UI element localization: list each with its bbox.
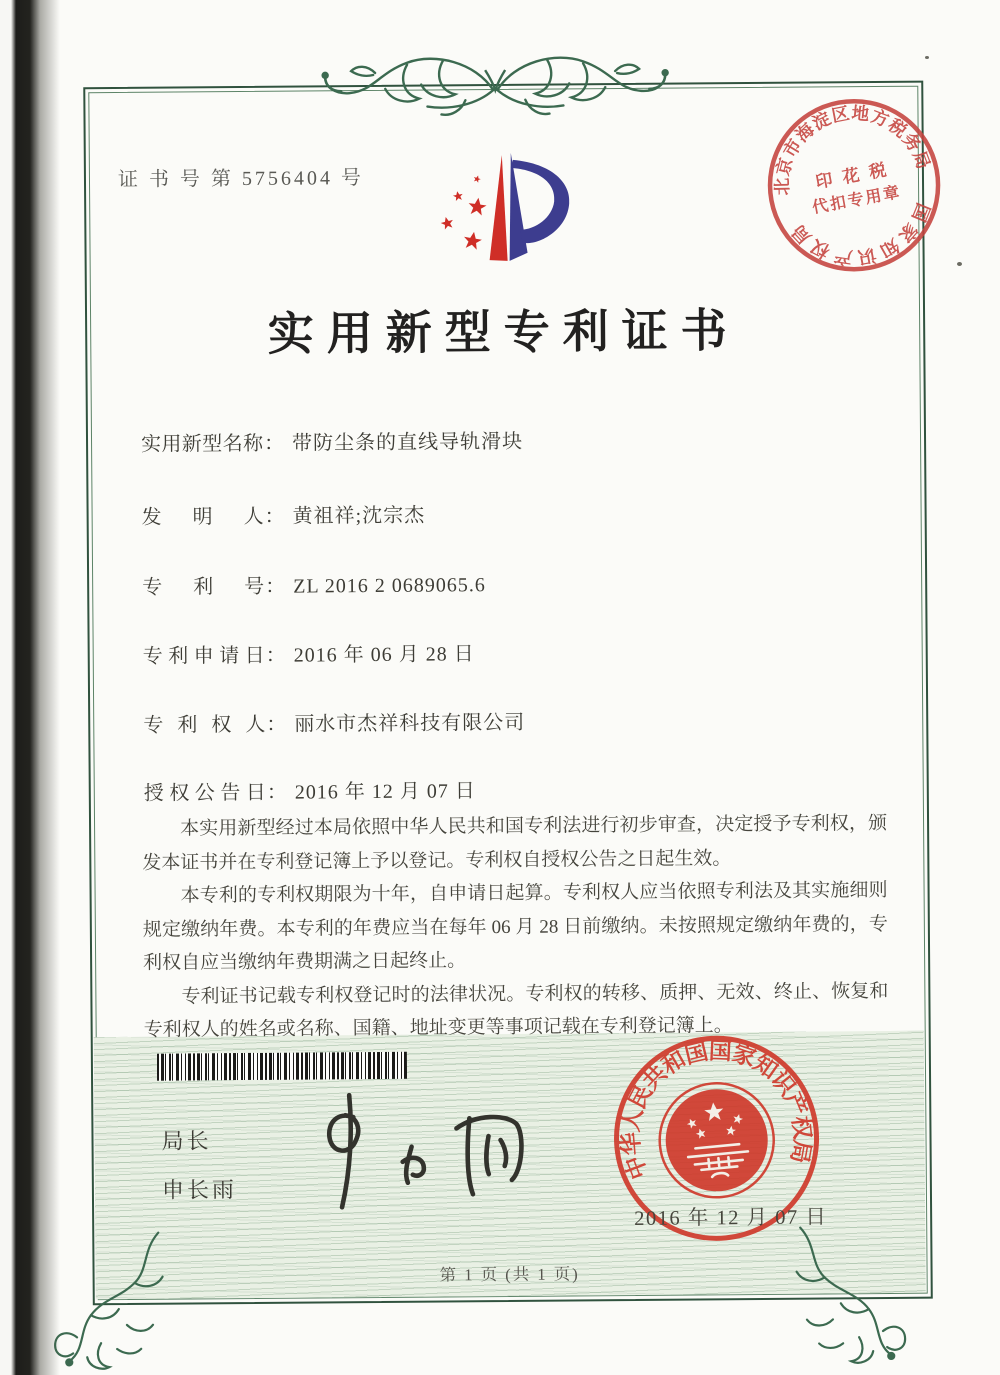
field-value: 2016 年 06 月 28 日 <box>293 643 475 667</box>
tax-stamp-center-line1: 印 花 税 <box>813 159 891 192</box>
field-label: 专利号 <box>142 575 265 599</box>
field-label: 发明人 <box>141 505 264 529</box>
top-border-ornament-icon <box>315 41 676 136</box>
field-label: 实用新型名称 <box>140 432 264 456</box>
field-label: 专利申请日 <box>142 644 265 668</box>
commissioner-name: 申长雨 <box>161 1177 238 1203</box>
field-colon: ： <box>265 644 286 667</box>
scan-speck <box>957 262 962 266</box>
certificate-title: 实用新型专利证书 <box>267 305 740 360</box>
field-row-name <box>141 425 523 457</box>
barcode <box>157 1052 407 1081</box>
field-row-grant-date <box>144 774 476 806</box>
field-row-inventor <box>142 499 426 530</box>
legal-paragraph: 本专利的专利权期限为十年，自申请日起算。专利权人应当依照专利法及其实施细则规定缴纳年费。本专利的年费应当在每年 06 月 28 日前缴纳。未按照规定缴纳年费的，专利权自应当缴纳年费期满之日起终止。 <box>142 879 888 974</box>
signature-icon <box>291 1088 542 1222</box>
field-value: 黄祖祥;沈宗杰 <box>292 504 426 528</box>
official-seal-arc-text: 中华人民共和国国家知识产权局 <box>617 1038 816 1183</box>
field-row-patent-no <box>142 568 486 600</box>
logo-red-wedge <box>489 155 508 261</box>
field-label: 授权公告日 <box>143 781 266 805</box>
field-value: ZL 2016 2 0689065.6 <box>293 574 486 598</box>
field-colon: ： <box>265 575 286 598</box>
certificate-number: 证 书 号 第 5756404 号 <box>117 167 365 191</box>
commissioner-title: 局长 <box>161 1128 212 1154</box>
field-label: 专利权人 <box>143 713 266 737</box>
legal-paragraph: 专利证书记载专利权登记时的法律状况。专利权的转移、质押、无效、终止、恢复和专利权人的姓名或名称、国籍、地址变更等事项记载在专利登记簿上。 <box>143 980 889 1041</box>
corner-ornament-right-icon <box>776 1219 929 1372</box>
commissioner-block <box>161 1124 237 1223</box>
tax-stamp-center-line2: 代扣专用章 <box>811 183 903 217</box>
logo-stars <box>439 174 488 250</box>
logo-blue-p <box>509 152 570 260</box>
field-row-filing-date <box>143 637 475 669</box>
tax-stamp-arc-bottom: 国家知识产权局 <box>787 200 934 268</box>
scanner-shadow <box>0 0 62 1375</box>
issue-date: 2016 年 12 月 07 日 <box>634 1206 828 1230</box>
scan-speck <box>925 56 929 59</box>
field-value: 带防尘条的直线导轨滑块 <box>291 430 524 455</box>
national-emblem-icon <box>655 1078 779 1202</box>
field-colon: ： <box>266 713 287 736</box>
field-value: 2016 年 12 月 07 日 <box>294 780 476 804</box>
legal-paragraph: 本实用新型经过本局依照中华人民共和国专利法进行初步审查，决定授予专利权，颁发本证书并在专利登记簿上予以登记。专利权自授权公告之日起生效。 <box>142 812 888 874</box>
field-colon: ： <box>263 432 285 455</box>
sipo-logo-icon <box>421 145 582 278</box>
legal-text <box>142 807 889 1047</box>
field-value: 丽水市杰祥科技有限公司 <box>294 711 526 736</box>
field-row-patentee <box>143 706 525 738</box>
tax-stamp-arc-top: 北京市海淀区地方税务局 <box>771 102 934 196</box>
page-footer: 第 1 页 (共 1 页) <box>439 1264 580 1285</box>
field-colon: ： <box>264 505 285 528</box>
tax-stamp-icon <box>747 78 961 292</box>
field-colon: ： <box>266 781 287 804</box>
